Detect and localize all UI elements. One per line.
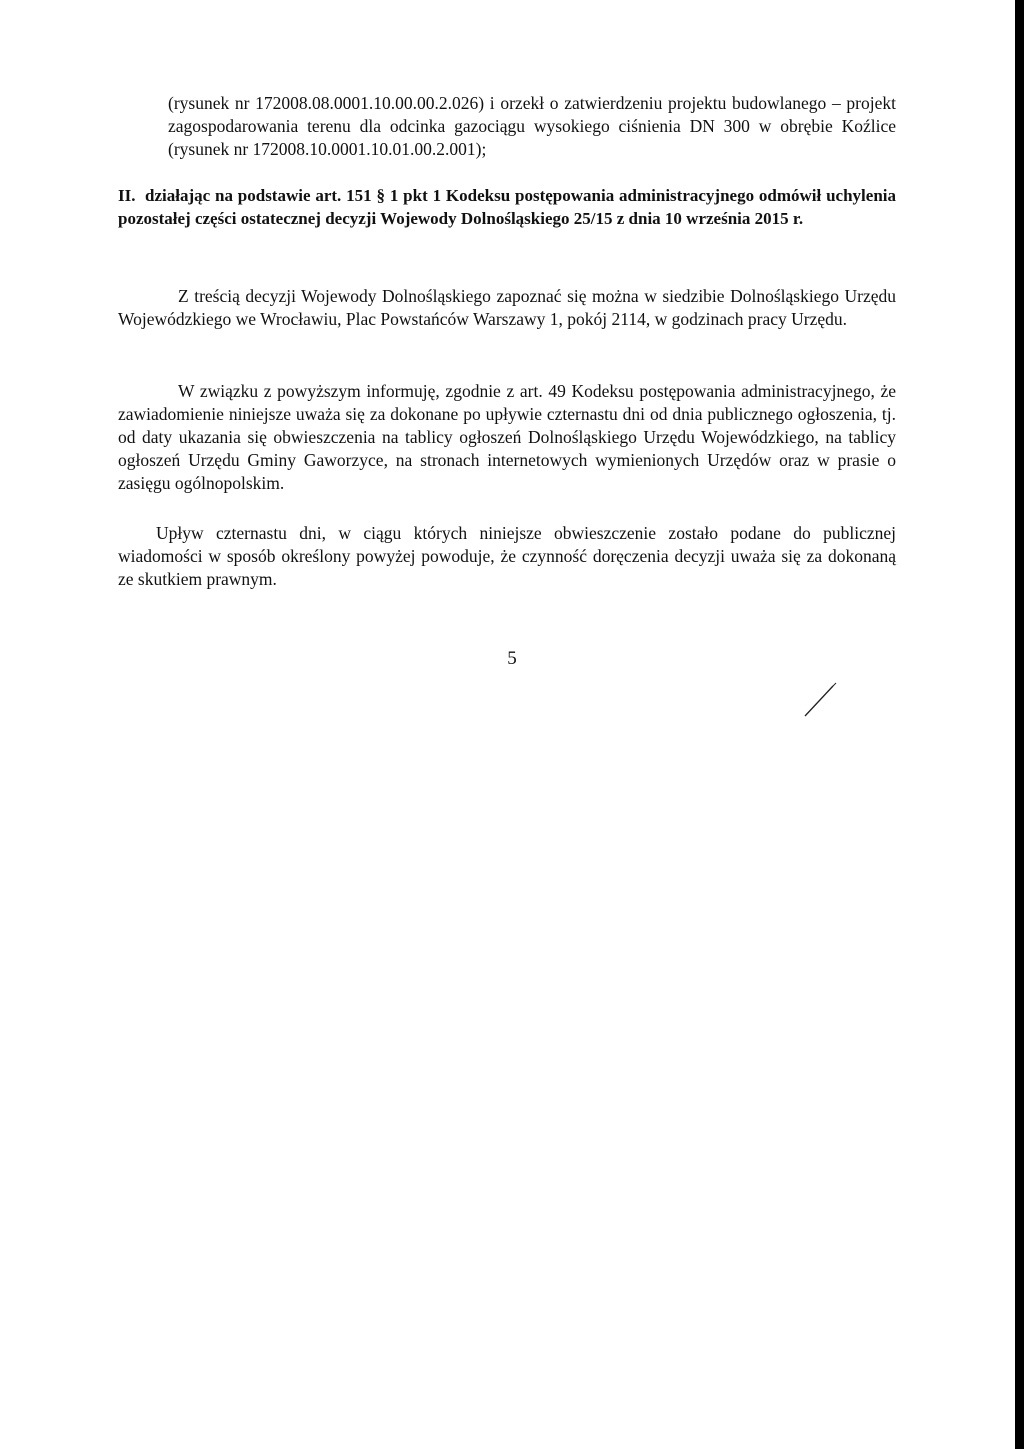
paragraph-uplyw: Upływ czternastu dni, w ciągu których niniejsze obwieszczenie zostało podane do publicznej wiadomości w sposób określony powyżej powoduje, że czynność doręczenia decyzji uważa się za dokonaną ze skutkiem prawnym.	[118, 523, 896, 589]
document-page	[118, 0, 896, 1449]
paragraph-z-trescia: Z treścią decyzji Wojewody Dolnośląskiego zapoznać się można w siedzibie Dolnośląskiego Urzędu Wojewódzkiego we Wrocławiu, Plac Powstańców Warszawy 1, pokój 2114, w godzinach pracy Urzędu.	[118, 286, 896, 329]
paragraph-w-zwiazku: W związku z powyższym informuję, zgodnie z art. 49 Kodeksu postępowania administracyjnego, że zawiadomienie niniejsze uważa się za dokonane po upływie czternastu dni od dnia publicznego ogłoszenia, tj. od daty ukazania się obwieszczenia na tablicy ogłoszeń Dolnośląskiego Urzędu Wojewódzkiego, na tablicy ogłoszeń Urzędu Gminy Gaworzyce, na stronach internetowych wymienionych Urzędów oraz w prasie o zasięgu ogólnopolskim.	[118, 381, 896, 493]
section-text: działając na podstawie art. 151 § 1 pkt 1 Kodeksu postępowania administracyjnego odmówił uchylenia pozostałej części ostatecznej decyzji Wojewody Dolnośląskiego 25/15 z dnia 10 września 2015 r.	[118, 186, 896, 228]
signature-mark-icon	[803, 682, 839, 718]
section-ii	[118, 184, 896, 230]
scan-edge-bar	[1015, 0, 1024, 1449]
page-number: 5	[507, 648, 517, 669]
paragraph-intro: (rysunek nr 172008.08.0001.10.00.00.2.026) i orzekł o zatwierdzeniu projektu budowlanego – projekt zagospodarowania terenu dla odcinka gazociągu wysokiego ciśnienia DN 300 w obrębie Koźlice (rysunek nr 172008.10.0001.10.01.00.2.001);	[168, 93, 896, 159]
section-number: II.	[118, 186, 136, 205]
